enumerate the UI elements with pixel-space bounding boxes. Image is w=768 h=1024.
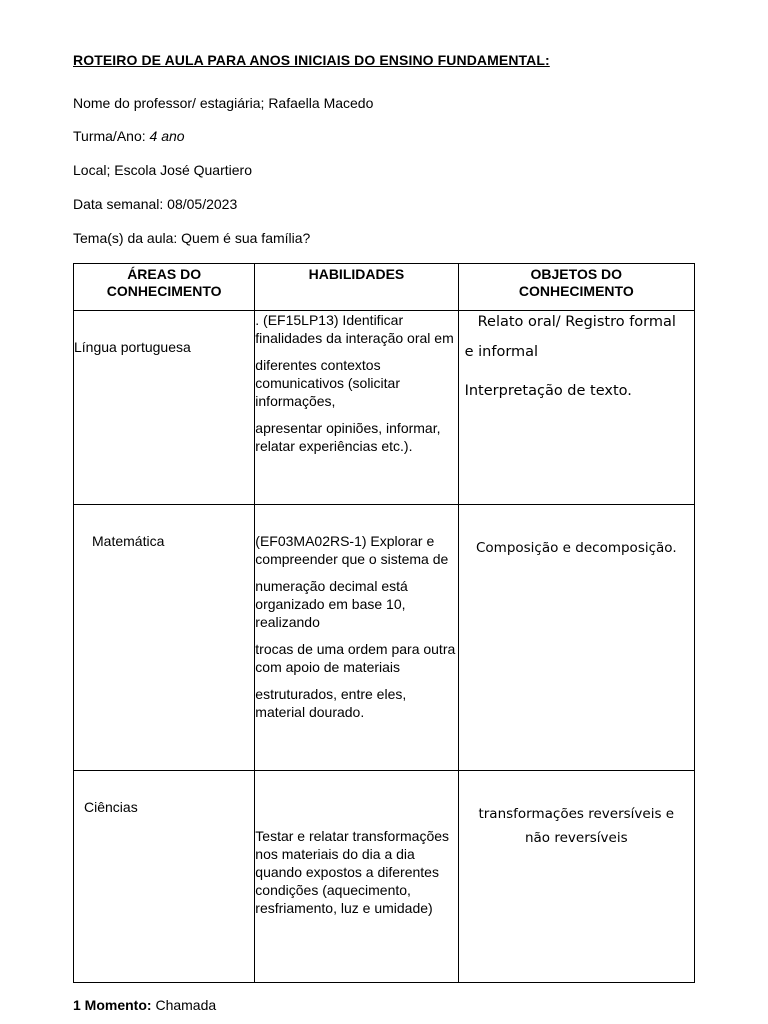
class-value: 4 ano <box>149 128 185 144</box>
document-title: ROTEIRO DE AULA PARA ANOS INICIAIS DO ENSINO FUNDAMENTAL: <box>73 52 550 68</box>
lesson-plan-table <box>73 263 695 983</box>
habilidades-cell <box>255 771 458 983</box>
objeto-text: Interpretação de texto. <box>464 383 632 399</box>
objeto-text: transformações reversíveis e <box>478 806 675 822</box>
habilidade-text: Testar e relatar transformações nos materiais do dia a dia quando expostos a diferentes condições (aquecimento, resfriamento, luz e umidade) <box>255 828 450 916</box>
objeto-text: e informal <box>464 344 539 360</box>
table-header-row <box>74 264 695 311</box>
table-row <box>74 311 695 505</box>
area-cell <box>74 771 255 983</box>
header-areas <box>74 264 255 311</box>
habilidade-text: numeração decimal está organizado em base 10, realizando <box>255 578 408 630</box>
header-objetos-line-1: OBJETOS DO <box>530 266 623 282</box>
table-row <box>74 771 695 983</box>
header-habilidades <box>255 264 458 311</box>
habilidades-cell <box>255 311 458 505</box>
class-line <box>73 128 185 144</box>
area-label: Língua portuguesa <box>74 339 191 355</box>
habilidade-text: (EF03MA02RS-1) Explorar e compreender que o sistema de <box>255 533 449 567</box>
habilidade-text: trocas de uma ordem para outra com apoio de materiais <box>255 641 456 675</box>
objeto-text: não reversíveis <box>524 830 628 846</box>
header-objetos-line-2: CONHECIMENTO <box>518 283 634 299</box>
objetos-cell <box>458 771 694 983</box>
objetos-cell <box>458 505 694 771</box>
theme-line: Tema(s) da aula: Quem é sua família? <box>73 230 311 246</box>
class-label: Turma/Ano: <box>73 128 150 144</box>
header-habilidades-text: HABILIDADES <box>308 266 405 282</box>
date-line: Data semanal: 08/05/2023 <box>73 196 238 212</box>
objeto-text: Relato oral/ Registro formal <box>477 314 676 330</box>
moment-label: 1 Momento: <box>73 997 152 1013</box>
objetos-cell <box>458 311 694 505</box>
objeto-text: Composição e decomposição. <box>475 540 677 556</box>
teacher-line: Nome do professor/ estagiária; Rafaella Macedo <box>73 95 374 111</box>
habilidade-text: . (EF15LP13) Identificar finalidades da interação oral em <box>255 312 454 346</box>
habilidade-text: diferentes contextos comunicativos (solicitar informações, <box>255 357 400 409</box>
header-areas-line-2: CONHECIMENTO <box>106 283 222 299</box>
area-label: Ciências <box>84 799 138 815</box>
moment-value: Chamada <box>151 997 217 1013</box>
header-objetos <box>458 264 694 311</box>
area-cell <box>74 311 255 505</box>
habilidades-cell <box>255 505 458 771</box>
header-areas-line-1: ÁREAS DO <box>127 266 202 282</box>
area-label: Matemática <box>92 533 165 549</box>
area-cell <box>74 505 255 771</box>
habilidade-text: estruturados, entre eles, material dourado. <box>255 686 407 720</box>
moment-line <box>73 997 216 1013</box>
table-row <box>74 505 695 771</box>
location-line: Local; Escola José Quartiero <box>73 162 252 178</box>
habilidade-text: apresentar opiniões, informar, relatar experiências etc.). <box>255 420 441 454</box>
